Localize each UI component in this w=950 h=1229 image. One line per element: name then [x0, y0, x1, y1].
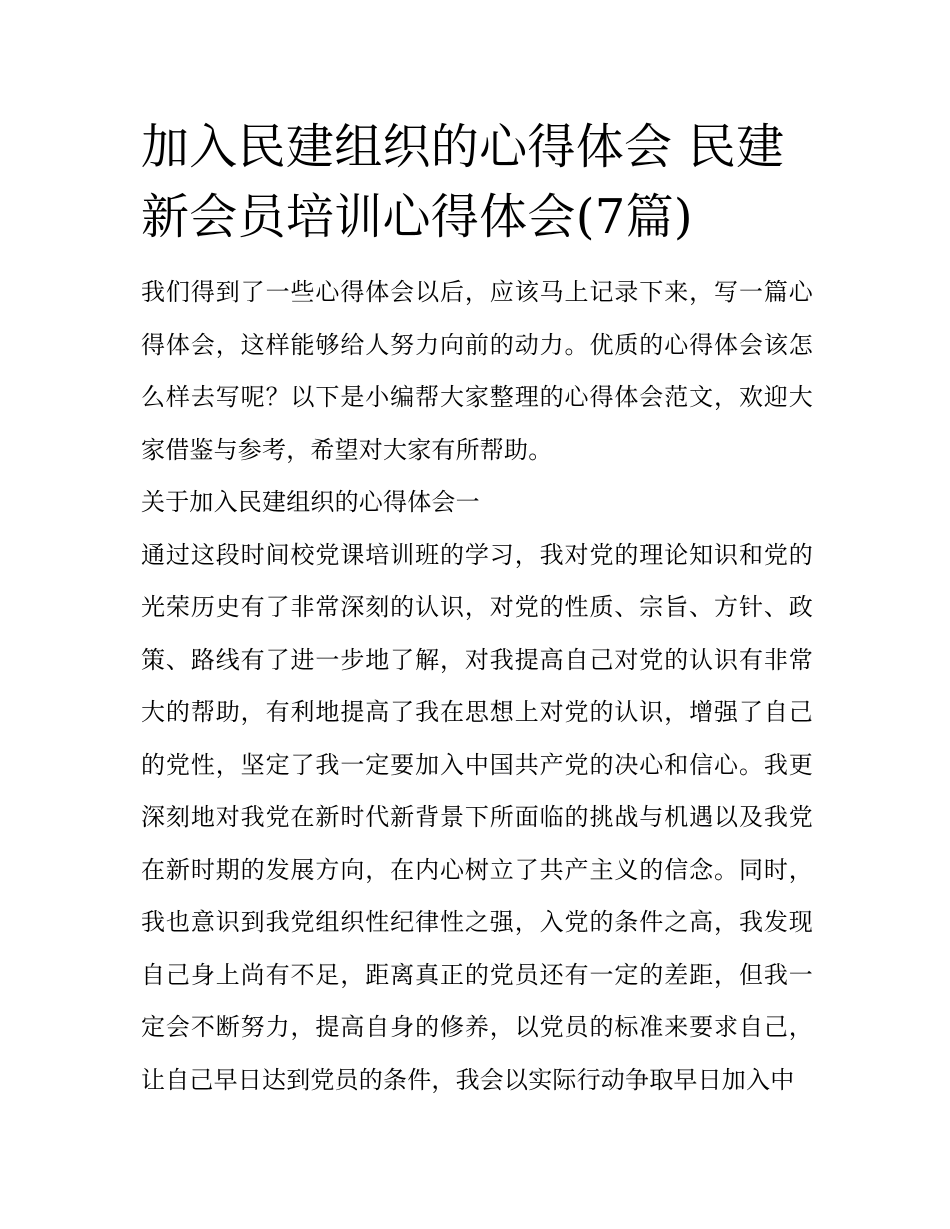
- body-paragraph: 通过这段时间校党课培训班的学习，我对党的理论知识和党的光荣历史有了非常深刻的认识，对党的性质、宗旨、方针、政策、路线有了进一步地了解，对我提高自己对党的认识有非常大的帮助，有利地提高了我在思想上对党的认识，增强了自己的党性，坚定了我一定要加入中国共产党的决心和信心。我更深刻地对我党在新时代新背景下所面临的挑战与机遇以及我党在新时期的发展方向，在内心树立了共产主义的信念。同时，我也意识到我党组织性纪律性之强，入党的条件之高，我发现自己身上尚有不足，距离真正的党员还有一定的差距，但我一定会不断努力，提高自身的修养，以党员的标准来要求自己，让自己早日达到党员的条件，我会以实际行动争取早日加入中: [141, 540, 813, 1094]
- section-heading: 关于加入民建组织的心得体会一: [141, 488, 480, 516]
- intro-paragraph: 我们得到了一些心得体会以后，应该马上记录下来，写一篇心得体会，这样能够给人努力向前的动力。优质的心得体会该怎么样去写呢？以下是小编帮大家整理的心得体会范文，欢迎大家借鉴与参考，希望对大家有所帮助。: [141, 278, 813, 464]
- document-title: 加入民建组织的心得体会 民建新会员培训心得体会(7篇): [141, 119, 785, 245]
- document-content: [141, 112, 813, 1106]
